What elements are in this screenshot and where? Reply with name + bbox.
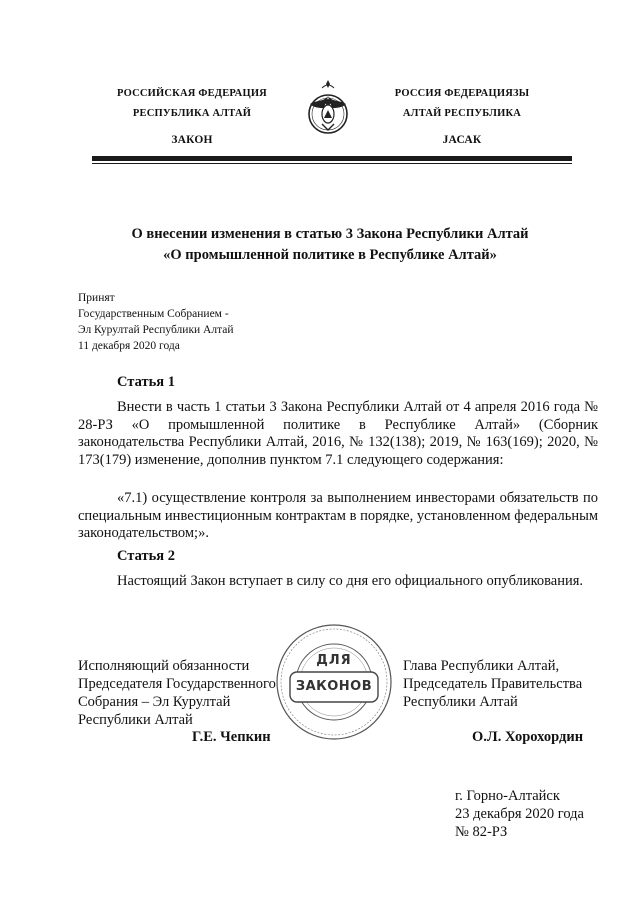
signatory-right-line3: Республики Алтай: [403, 694, 518, 710]
footer-date: 23 декабря 2020 года: [455, 806, 584, 822]
signatory-right-name: О.Л. Хорохордин: [472, 729, 584, 745]
document-title-line2: «О промышленной политике в Республике Алтай»: [163, 247, 497, 263]
signatory-left-line1: Исполняющий обязанности: [78, 658, 250, 674]
signatory-left-line4: Республики Алтай: [78, 712, 193, 728]
coat-of-arms-icon: [300, 78, 356, 144]
signatory-right-line2: Председатель Правительства: [403, 676, 583, 692]
adoption-line3: Эл Курултай Республики Алтай: [78, 324, 234, 336]
header-right-line2: АЛТАЙ РЕСПУБЛИКА: [402, 108, 522, 119]
signatory-left-line2: Председателя Государственного: [78, 676, 276, 692]
header-right-line1: РОССИЯ ФЕДЕРАЦИЯЗЫ: [394, 88, 530, 99]
seal-stamp: [274, 620, 394, 744]
article1-paragraph2: «7.1) осуществление контроля за выполнением инвесторами обязательств по специальным инвестиционным контрактам в порядке, установленном федеральным законодательством;».: [78, 490, 598, 541]
article2-heading: Статья 2: [117, 548, 175, 564]
stamp-text-line2: ЗАКОНОВ: [295, 679, 373, 694]
signatory-right-line1: Глава Республики Алтай,: [403, 658, 560, 674]
header-left-line1: РОССИЙСКАЯ ФЕДЕРАЦИЯ: [117, 88, 267, 99]
header-left-line2: РЕСПУБЛИКА АЛТАЙ: [132, 108, 252, 119]
footer-law-number: № 82-РЗ: [455, 824, 508, 840]
stamp-text-line1: ДЛЯ: [316, 653, 352, 668]
footer-city: г. Горно-Алтайск: [455, 788, 560, 804]
header-divider-thin: [92, 163, 572, 164]
header-right-law: JАСАК: [442, 134, 482, 146]
document-title-line1: О внесении изменения в статью 3 Закона Республики Алтай: [131, 226, 529, 242]
article2-paragraph1: Настоящий Закон вступает в силу со дня его официального опубликования.: [117, 573, 584, 589]
adoption-line2: Государственным Собранием -: [78, 308, 229, 320]
article1-heading: Статья 1: [117, 374, 175, 390]
adoption-date: 11 декабря 2020 года: [78, 340, 180, 352]
header-left-law: ЗАКОН: [171, 134, 213, 146]
article1-paragraph1: Внести в часть 1 статьи 3 Закона Республики Алтай от 4 апреля 2016 года № 28-РЗ «О промышленной политике в Республике Алтай» (Сборник законодательства Республики Алтай, 2016, № 132(138); 2019, № 163(169); 2020, № 173(179) изменение, дополнив пунктом 7.1 следующего содержания:: [78, 399, 598, 468]
signatory-left-line3: Собрания – Эл Курултай: [78, 694, 231, 710]
adoption-line1: Принят: [78, 292, 115, 304]
signatory-left-name: Г.Е. Чепкин: [192, 729, 271, 745]
header-divider: [92, 156, 572, 161]
